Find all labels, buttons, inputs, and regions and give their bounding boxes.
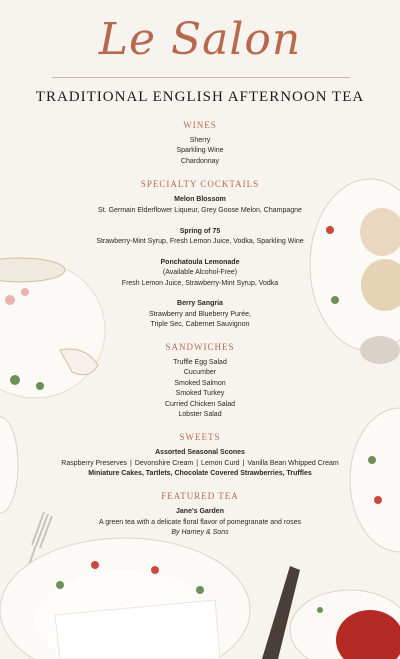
cocktail-description: St. Germain Elderflower Liqueur, Grey Goose Melon, Champagne [98,207,302,214]
cocktail-name: Berry Sangria [177,300,223,307]
cocktail-note: (Available Alcohol-Free) [162,269,238,276]
wine-item: Sparkling Wine [176,147,224,154]
cocktail-description: Triple Sec, Cabernet Sauvignon [150,321,250,328]
cocktail-description: Fresh Lemon Juice, Strawberry-Mint Syrup, Vodka [121,280,279,287]
teacup-image [290,590,400,659]
cocktail-name: Ponchatoula Lemonade [160,259,240,266]
spread-item: Raspberry Preserves [61,460,128,467]
sandwich-item: Truffle Egg Salad [173,359,227,366]
section-heading-sweets: SWEETS [179,432,221,442]
section-heading-sandwiches: SANDWICHES [165,342,235,352]
cocktail-name: Melon Blossom [174,196,226,203]
section-heading-wines: WINES [183,120,217,130]
section-heading-cocktails: SPECIALTY COCKTAILS [140,179,260,189]
separator: | [242,460,245,467]
page-subtitle: TRADITIONAL ENGLISH AFTERNOON TEA [35,89,365,105]
cocktail-description: Strawberry-Mint Syrup, Fresh Lemon Juice, Vodka, Sparkling Wine [96,238,304,245]
sandwich-item: Smoked Salmon [174,380,226,387]
scones-title: Assorted Seasonal Scones [155,449,245,456]
plate-image [0,538,250,659]
sandwich-item: Cucumber [183,369,217,376]
wine-item: Chardonnay [180,158,220,165]
spread-item: Lemon Curd [201,460,240,467]
sandwich-item: Lobster Salad [178,411,222,418]
cocktail-description: Strawberry and Blueberry Purée, [149,311,251,318]
tea-description: A green tea with a delicate floral flavor of pomegranate and roses [99,519,301,526]
section-heading-featured-tea: FEATURED TEA [161,491,239,501]
separator: | [130,460,132,467]
sweets-extras: Miniature Cakes, Tartlets, Chocolate Covered Strawberries, Truffles [88,470,312,477]
wine-item: Sherry [189,137,211,144]
spread-item: Devonshire Cream [134,460,194,467]
tea-maker: By Harney & Sons [171,529,229,536]
tea-name: Jane's Garden [176,508,224,515]
sandwich-item: Curried Chicken Salad [164,401,236,408]
brand-title: Le Salon [98,14,302,65]
scone-spreads [0,459,400,468]
separator: | [196,460,199,467]
cocktail-name: Spring of 75 [179,228,221,235]
title-divider [52,77,350,78]
spread-item: Vanilla Bean Whipped Cream [247,460,339,467]
sandwich-item: Smoked Turkey [175,390,225,397]
